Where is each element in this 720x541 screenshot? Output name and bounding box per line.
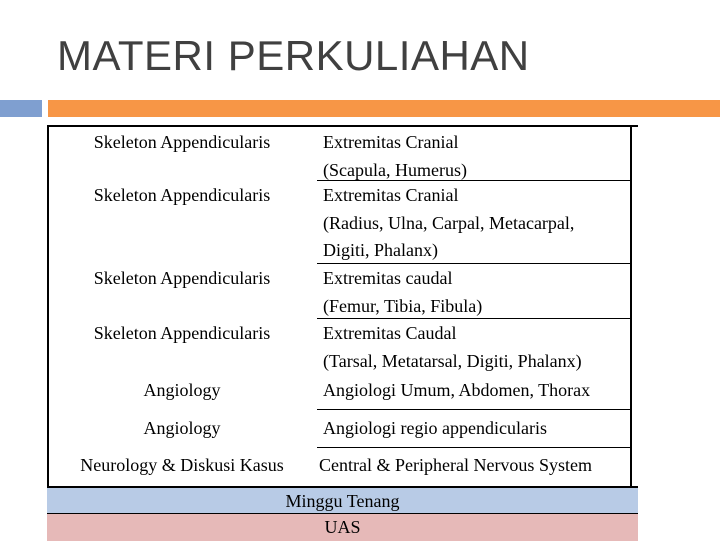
topic-cell: Skeleton Appendicularis	[93, 185, 271, 205]
content-cell	[323, 265, 482, 320]
topic-cell: Skeleton Appendicularis	[93, 132, 271, 152]
content-cell: Angiologi Umum, Abdomen, Thorax	[323, 380, 591, 400]
content-line: Extremitas caudal	[323, 268, 453, 288]
content-line: Extremitas Cranial	[323, 185, 459, 205]
content-line: Extremitas Cranial	[323, 132, 459, 152]
row-divider	[317, 447, 632, 448]
table-top-border	[47, 125, 638, 127]
content-line: (Radius, Ulna, Carpal, Metacarpal,	[323, 212, 575, 233]
content-cell: Angiologi regio appendicularis	[323, 418, 547, 438]
topic-cell: Angiology	[143, 418, 221, 438]
accent-bar-blue	[0, 100, 42, 117]
slide-title: MATERI PERKULIAHAN	[57, 32, 530, 79]
content-line: (Scapula, Humerus)	[323, 159, 467, 180]
content-cell	[323, 182, 574, 265]
content-cell: Central & Peripheral Nervous System	[319, 455, 592, 475]
topic-cell: Skeleton Appendicularis	[93, 268, 271, 288]
content-line: (Femur, Tibia, Fibula)	[323, 295, 483, 316]
topic-cell: Skeleton Appendicularis	[93, 323, 271, 343]
minggu-tenang-band: Minggu Tenang	[47, 486, 638, 515]
content-line: (Tarsal, Metatarsal, Digiti, Phalanx)	[323, 350, 582, 371]
content-cell	[323, 129, 467, 184]
accent-bar-orange	[48, 100, 720, 117]
content-line: Extremitas Caudal	[323, 323, 457, 343]
topic-cell: Neurology & Diskusi Kasus	[80, 455, 284, 475]
content-cell	[323, 320, 582, 375]
topic-cell: Angiology	[143, 380, 221, 400]
content-line: Digiti, Phalanx)	[323, 240, 438, 260]
schedule-table	[47, 125, 638, 540]
uas-band: UAS	[47, 513, 638, 541]
row-divider	[317, 409, 632, 410]
